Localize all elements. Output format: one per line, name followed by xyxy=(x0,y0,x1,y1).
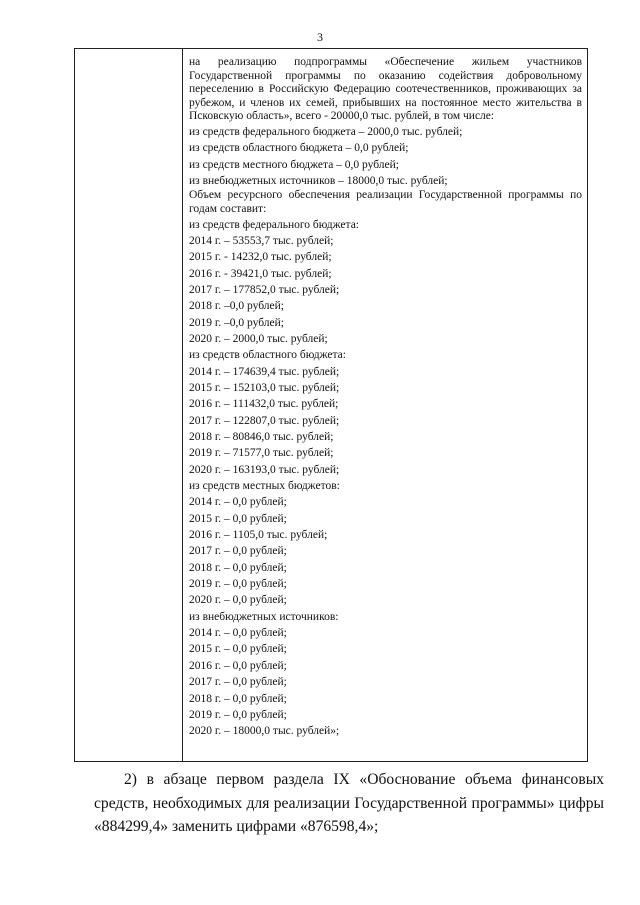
regional-year-line: 2020 г. – 163193,0 тыс. рублей; xyxy=(189,463,340,476)
local-year-line: 2019 г. – 0,0 рублей; xyxy=(189,578,287,591)
regional-year-line: 2014 г. – 174639,4 тыс. рублей; xyxy=(189,365,340,378)
extrabudgetary-year-line: 2014 г. – 0,0 рублей; xyxy=(189,627,287,640)
federal-year-line: 2016 г. - 39421,0 тыс. рублей; xyxy=(189,267,332,280)
table-right-cell xyxy=(183,49,587,761)
extrabudgetary-section xyxy=(189,609,582,740)
page-number: 3 xyxy=(317,30,323,44)
local-heading: из средств местных бюджетов: xyxy=(189,480,340,493)
extrabudgetary-heading: из внебюджетных источников: xyxy=(189,610,339,623)
regional-section xyxy=(189,347,582,478)
extrabudgetary-year-line: 2015 г. – 0,0 рублей; xyxy=(189,643,287,656)
extrabudgetary-year-line: 2020 г. – 18000,0 тыс. рублей»; xyxy=(189,725,340,738)
source-regional: из средств областного бюджета – 0,0 рублей; xyxy=(189,142,409,155)
local-year-line: 2018 г. – 0,0 рублей; xyxy=(189,561,287,574)
extrabudgetary-year-line: 2019 г. – 0,0 рублей; xyxy=(189,708,287,721)
subprogram-intro: на реализацию подпрограммы «Обеспечение жильем участников Государственной программы по оказанию содействия добровольному переселению в Российскую Федерацию соотечественников, проживающих за рубежом, и членов их семей, прибывших на постоянное место жительства в Псковскую область», всего - 20000,0 тыс. рублей, в том числе: xyxy=(189,56,582,123)
federal-year-line: 2020 г. – 2000,0 тыс. рублей; xyxy=(189,332,328,345)
regional-year-line: 2019 г. – 71577,0 тыс. рублей; xyxy=(189,447,334,460)
subprogram-sources xyxy=(189,124,582,189)
local-year-line: 2020 г. – 0,0 рублей; xyxy=(189,594,287,607)
federal-year-line: 2014 г. – 53553,7 тыс. рублей; xyxy=(189,234,334,247)
amendment-paragraph: 2) в абзаце первом раздела IX «Обоснование объема финансовых средств, необходимых для реализации Государственной программы» цифры «884299,4» заменить цифрами «876598,4»; xyxy=(94,771,604,835)
regional-year-line: 2017 г. – 122807,0 тыс. рублей; xyxy=(189,414,340,427)
federal-heading: из средств федерального бюджета: xyxy=(189,218,359,231)
extrabudgetary-year-line: 2017 г. – 0,0 рублей; xyxy=(189,676,287,689)
local-year-line: 2015 г. – 0,0 рублей; xyxy=(189,512,287,525)
resource-heading: Объем ресурсного обеспечения реализации Государственной программы по годам составит: xyxy=(189,189,582,215)
source-extrabudgetary: из внебюджетных источников – 18000,0 тыс. рублей; xyxy=(189,175,448,187)
federal-year-line: 2017 г. – 177852,0 тыс. рублей; xyxy=(189,283,340,296)
budget-table xyxy=(74,48,588,762)
table-left-cell xyxy=(75,49,183,761)
extrabudgetary-year-line: 2016 г. – 0,0 рублей; xyxy=(189,659,287,672)
federal-year-line: 2019 г. –0,0 рублей; xyxy=(189,316,284,329)
local-year-line: 2014 г. – 0,0 рублей; xyxy=(189,496,287,509)
federal-section xyxy=(189,217,582,348)
local-section xyxy=(189,478,582,609)
regional-heading: из средств областного бюджета: xyxy=(189,349,346,362)
source-local: из средств местного бюджета – 0,0 рублей; xyxy=(189,158,400,171)
extrabudgetary-year-line: 2018 г. – 0,0 рублей; xyxy=(189,692,287,705)
regional-year-line: 2015 г. – 152103,0 тыс. рублей; xyxy=(189,381,340,394)
local-year-line: 2017 г. – 0,0 рублей; xyxy=(189,545,287,558)
source-federal: из средств федерального бюджета – 2000,0 тыс. рублей; xyxy=(189,125,463,138)
regional-year-line: 2018 г. – 80846,0 тыс. рублей; xyxy=(189,431,334,443)
regional-year-line: 2016 г. – 111432,0 тыс. рублей; xyxy=(189,398,339,411)
local-year-line: 2016 г. – 1105,0 тыс. рублей; xyxy=(189,529,328,542)
federal-year-line: 2015 г. - 14232,0 тыс. рублей; xyxy=(189,251,332,264)
federal-year-line: 2018 г. –0,0 рублей; xyxy=(189,300,284,313)
